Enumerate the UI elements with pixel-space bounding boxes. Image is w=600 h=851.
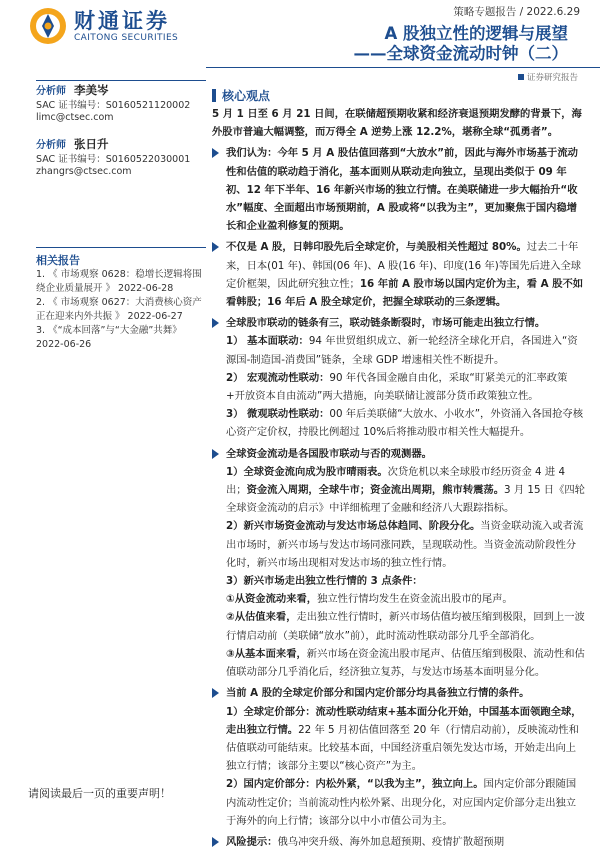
sub-paragraph [212, 332, 586, 368]
bold-text: 1） 基本面联动： [226, 335, 309, 348]
body-text: 次贷危机以来全球股市经历资金 4 进 4 出； [226, 465, 565, 497]
bullet-paragraph [212, 144, 586, 235]
body-text: 00 年后美联储“大放水、小收水”，外资涌入各国抢夺核心资产定价权，持股比例超过 10%后将推动股市相关性大幅提升。 [226, 408, 583, 439]
analyst-name: 张日升 [74, 137, 109, 151]
body-text: 新兴市场在资金流出股市尾声、估值压缩到极限、流动性和估值联动部分几乎消化后，经济独立复苏，与发达市场基本面明显分化。 [226, 647, 585, 679]
bold-text: 全球股市联动的链条有三，联动链条断裂时，市场可能走出独立行情。 [226, 317, 546, 330]
sub-paragraph [212, 590, 586, 608]
bullet-arrow-icon [212, 318, 219, 328]
disclaimer-footer: 请阅读最后一页的重要声明！ [28, 787, 171, 800]
bullet-paragraph [212, 445, 586, 463]
body-text: 独立性行情均发生在资金流出股市的尾声。 [317, 593, 513, 606]
report-type-date: 策略专题报告 / 2022.6.29 [453, 6, 580, 18]
bold-text: 2）新兴市场资金流动与发达市场总体趋同、阶段分化。 [226, 520, 481, 533]
body-text: 国内定价部分跟随国内流动性定价；当前流动性内松外紧、出现分化，对应国内定价部分走出独立于海外的向上行情；该部分以中小市值公司为主。 [226, 778, 577, 827]
body-text: 过去二十年来，日本(01 年)、韩国(06 年)、A 股(16 年)、印度(16 年)等国先后进入全球定价框架，因此研究独立性； [226, 241, 582, 290]
bold-text: ③从基本面来看， [226, 647, 307, 660]
risk-paragraph [212, 833, 586, 851]
sub-paragraph [212, 463, 586, 518]
sub-paragraph [212, 608, 586, 644]
related-top-rule [36, 247, 206, 248]
bold-text: 1）全球资金流向成为股市晴雨表。 [226, 465, 388, 478]
analyst-card [36, 84, 206, 125]
related-report-item[interactable]: 1. 《 市场观察 0628：稳增长逻辑将围绕企业质量展开 》 2022-06-28 [36, 269, 202, 294]
sub-paragraph [212, 703, 586, 776]
risk-text: 俄乌冲突升级、海外加息超预期、疫情扩散超预期 [277, 835, 505, 848]
analyst-email[interactable]: zhangrs@ctsec.com [36, 166, 132, 177]
related-report-item[interactable]: 2. 《 市场观察 0627：大消费核心资产正在迎来内外共振 》 2022-06-27 [36, 297, 202, 322]
sub-paragraph [212, 405, 586, 441]
analyst-cert: SAC 证书编号：S0160521120002 [36, 99, 191, 111]
intro-paragraph: 5 月 1 日至 6 月 21 日间，在联储超预期收紧和经济衰退预期发酵的背景下，海外股市普遍大幅调整，而万得全 A 逆势上涨 12.2%，堪称全球“孤勇者”。 [212, 108, 582, 139]
heading-bar-icon [212, 89, 216, 102]
bold-text: 当前 A 股的全球定价部分和国内定价部分均具备独立行情的条件。 [226, 687, 530, 700]
bullet-arrow-icon [212, 242, 219, 252]
bold-text: 3）新兴市场走出独立性行情的 3 点条件： [226, 575, 423, 588]
analyst-role: 分析师 [36, 140, 66, 151]
bold-text: ②从估值来看， [226, 611, 297, 624]
bold-text: 1）全球定价部分：流动性联动结束+基本面分化开始，中国基本面领跑全球，走出独立行情。 [226, 705, 582, 736]
sub-paragraph [212, 517, 586, 572]
sub-paragraph [212, 572, 586, 590]
related-reports-title: 相关报告 [36, 254, 80, 267]
bullet-arrow-icon [212, 688, 219, 698]
core-views-heading [212, 87, 270, 104]
report-title: A 股独立性的逻辑与展望 [384, 24, 568, 43]
analyst-name: 李美岑 [74, 83, 109, 97]
body-text: 90 年代各国金融自由化，采取“盯紧美元的汇率政策+开放资本自由流动”两大措施，向美联储让渡部分货币政策独立性。 [226, 371, 568, 403]
body-text: 3 月 15 日《四轮全球资金流动的启示》中详细梳理了金融和经济八大跟踪指标。 [226, 484, 585, 515]
sub-paragraph [212, 645, 586, 681]
body-text: 走出独立性行情时，新兴市场估值均被压缩到极限，回到上一波行情启动前（美联储“放水”前），此时流动性联动部分几乎全部消化。 [226, 611, 585, 642]
sub-paragraph [212, 369, 586, 405]
caitong-logo-icon [28, 6, 68, 46]
body-text: 22 年 5 月初估值回落至 20 年（行情启动前），反映流动性和估值联动可能结束。比较基本面，中国经济重启领先发达市场，开始走出向上独立行情；该部分主要以“核心资产”为主。 [226, 723, 579, 773]
research-report-text: 证券研究报告 [526, 73, 578, 83]
bullet-arrow-icon [212, 449, 219, 459]
bullet-arrow-icon [212, 148, 219, 158]
square-icon [518, 74, 524, 80]
bold-text: 2） 宏观流动性联动： [226, 371, 330, 384]
bold-text: 2）国内定价部分：内松外紧，“以我为主”，独立向上。 [226, 778, 484, 791]
sub-paragraph [212, 775, 586, 830]
analyst-email[interactable]: limc@ctsec.com [36, 112, 114, 123]
logo-chinese-text: 财通证券 [74, 9, 170, 33]
core-views-body [212, 105, 586, 851]
bullet-paragraph [212, 238, 586, 311]
bold-text: 16 年前 A 股市场以国内定价为主，看 A 股不如看韩股；16 年后 A 股全球定价，把握全球联动的三条逻辑。 [226, 277, 584, 309]
related-report-item[interactable]: 3. 《“成本回落”与“大金融”共舞》 2022-06-26 [36, 325, 182, 350]
research-report-label [518, 71, 578, 83]
bold-text: 不仅是 A 股，日韩印股先后全球定价，与美股相关性超过 80%。 [226, 241, 527, 254]
sidebar-top-rule [36, 80, 206, 81]
bold-text: ①从资金流动来看， [226, 593, 318, 606]
bold-text: 3） 微观联动性联动： [226, 408, 330, 421]
bullet-paragraph [212, 314, 586, 332]
analyst-cert: SAC 证书编号：S0160522030001 [36, 153, 191, 165]
analyst-role: 分析师 [36, 86, 66, 97]
body-text: 94 年世贸组织成立、新一轮经济全球化开启，各国进入“资源国-制造国-消费国”链条，全球 GDP 增速相关性不断提升。 [226, 335, 578, 366]
related-reports-list [36, 268, 204, 352]
header-rule [206, 67, 600, 68]
bold-text: 全球资金流动是各国股市联动与否的观测器。 [226, 447, 432, 460]
analyst-card [36, 138, 206, 179]
bullet-arrow-icon [212, 837, 219, 847]
report-subtitle: ——全球资金流动时钟（二） [353, 44, 568, 63]
view-text: 我们认为：今年 5 月 A 股估值回落到“大放水”前，因此与海外市场基于流动性和估值的联动趋于消化，基本面则从联动走向独立，呈现出类似于 09 年初、12 年下半年、16 年新兴市场的独立行情。在美联储进一步大幅抬升“收水”幅度、全面超出市场预期前，A 股或将“以我为主”，更加聚焦于国内稳增长和企业盈利修复的预期。 [226, 147, 578, 233]
caitong-logo [28, 6, 178, 46]
bold-text: 资金流入周期，全球牛市；资金流出周期，熊市转震荡。 [246, 484, 505, 497]
body-text: 当资金联动流入或者流出市场时，新兴市场与发达市场同涨同跌，呈现联动性。当资金流动阶段性分化时，新兴市场出现相对发达市场的独立性行情。 [226, 520, 584, 569]
risk-label: 风险提示： [226, 835, 278, 848]
bullet-paragraph [212, 684, 586, 702]
core-views-title: 核心观点 [222, 89, 271, 103]
report-header [0, 0, 600, 83]
logo-english-text: CAITONG SECURITIES [74, 33, 179, 43]
